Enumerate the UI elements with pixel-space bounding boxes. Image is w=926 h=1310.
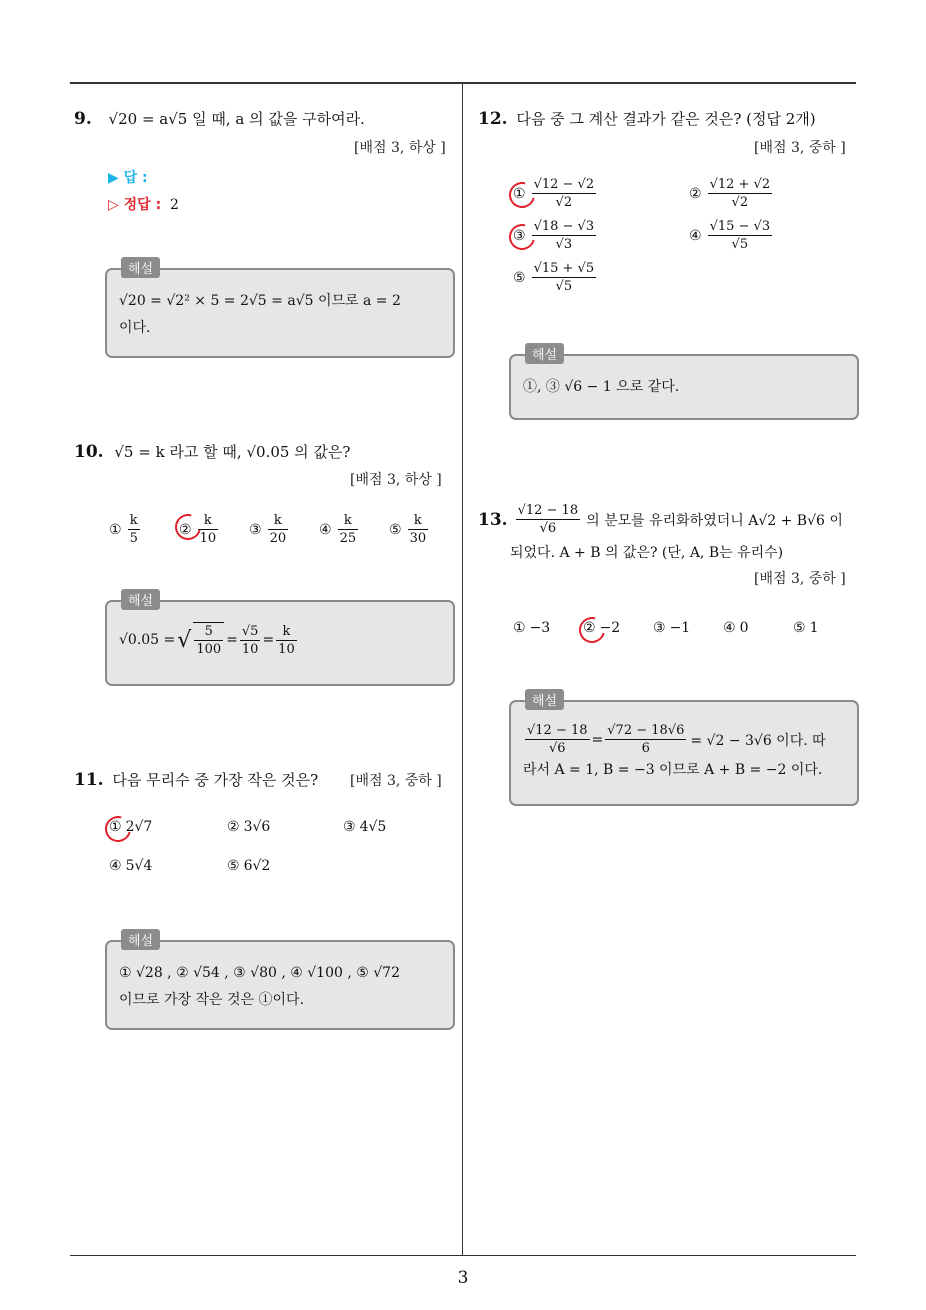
numerator: √15 − √3 <box>709 219 771 234</box>
question-text: 다음 중 그 계산 결과가 같은 것은? (정답 2개) <box>516 110 816 128</box>
q10-explanation: 해설 √0.05 = √ $\frac{5}{100}$ = $\frac{√5}{10}$ = $\frac{k}{10}$ <box>105 600 455 686</box>
choice-mark: ⑤ <box>793 620 806 636</box>
denominator: √5 <box>555 279 573 294</box>
choice-mark: ③ <box>249 521 262 538</box>
q12-explanation <box>509 348 859 420</box>
choice-mark: ④ <box>723 620 736 636</box>
choice-value: 1 <box>809 620 819 636</box>
choice-mark: ④ <box>319 521 332 538</box>
choice-fraction <box>128 512 140 547</box>
choice-mark: ③ <box>343 819 356 835</box>
q12-choice-2[interactable] <box>689 176 774 211</box>
denominator: √6 <box>548 741 566 756</box>
choice-mark: ④ <box>109 858 122 874</box>
explain-line-1: ① √28 , ② √54 , ③ √80 , ④ √100 , ⑤ √72 <box>119 965 400 981</box>
choice-mark: ② <box>583 620 596 636</box>
explain-fraction-2 <box>605 722 686 757</box>
question-text: 다음 무리수 중 가장 작은 것은? <box>112 771 319 789</box>
numerator: k <box>268 512 289 530</box>
bottom-rule <box>70 1255 856 1256</box>
choice-mark: ⑤ <box>389 521 402 538</box>
denominator: √5 <box>731 237 749 252</box>
explain-tag: 해설 <box>121 589 160 610</box>
choice-fraction <box>532 260 597 295</box>
correct-label: ▷ 정답 : <box>108 197 162 213</box>
column-divider <box>462 84 463 1256</box>
question-text-line-2: 되었다. A + B 의 값은? (단, A, B는 유리수) <box>510 545 784 561</box>
q9-explanation <box>105 262 455 358</box>
numerator: √15 + √5 <box>533 261 595 276</box>
explain-fraction-1 <box>525 722 590 757</box>
question-number: 10. <box>74 442 104 462</box>
numerator: √72 − 18√6 <box>607 723 685 738</box>
choice-mark: ② <box>227 819 240 835</box>
q10-choice-4[interactable] <box>319 512 360 547</box>
choice-mark: ① <box>109 819 122 835</box>
denominator: 10 <box>199 531 217 546</box>
answer-circle-mark <box>574 612 610 648</box>
numerator: k <box>338 512 359 530</box>
question-number: 9. <box>74 109 92 129</box>
q10-meta: [배점 3, 하상 ] <box>350 472 442 488</box>
q13-choice-4[interactable] <box>723 620 748 636</box>
choice-value: −2 <box>599 620 621 636</box>
numerator: 5 <box>194 623 223 641</box>
denominator: 100 <box>196 642 222 657</box>
explain-fraction-1 <box>193 622 224 658</box>
denominator: √2 <box>731 195 749 210</box>
choice-fraction <box>338 512 359 547</box>
choice-mark: ③ <box>513 227 526 244</box>
choice-mark: ④ <box>689 227 702 244</box>
choice-fraction <box>532 218 597 253</box>
answer-label: ▶ 답 : <box>108 170 148 186</box>
choice-value: −3 <box>529 620 551 636</box>
denominator: 30 <box>409 531 427 546</box>
choice-mark: ② <box>179 521 192 538</box>
explain-tail: = √2 − 3√6 이다. 따 <box>690 732 826 749</box>
choice-value: 4√5 <box>359 819 387 835</box>
q12-choice-5[interactable] <box>513 260 598 295</box>
q13-explanation <box>509 694 859 806</box>
numerator: √5 <box>241 623 259 639</box>
question-13 <box>478 502 863 537</box>
explain-tag: 해설 <box>525 689 564 710</box>
denominator: 20 <box>269 531 287 546</box>
denominator: √3 <box>555 237 573 252</box>
choice-fraction <box>708 176 773 211</box>
question-number: 11. <box>74 770 104 790</box>
q12-meta: [배점 3, 중하 ] <box>754 140 846 156</box>
numerator: √18 − √3 <box>533 219 595 234</box>
numerator: √12 + √2 <box>709 177 771 192</box>
choice-value: 5√4 <box>125 858 153 874</box>
denominator: 5 <box>129 531 138 546</box>
q10-choice-1[interactable] <box>109 512 142 547</box>
top-rule <box>70 82 856 84</box>
choice-value: 2√7 <box>125 819 153 835</box>
numerator: k <box>276 623 297 641</box>
choice-value: 6√2 <box>243 858 271 874</box>
q9-correct-answer <box>108 194 179 214</box>
q11-choice-2[interactable] <box>227 819 270 835</box>
explain-tag: 해설 <box>121 929 160 950</box>
q10-choice-3[interactable] <box>249 512 290 547</box>
question-text: √20 = a√5 일 때, a 의 값을 구하여라. <box>108 110 365 128</box>
numerator: k <box>198 512 219 530</box>
choice-fraction <box>532 176 597 211</box>
question-10 <box>74 441 454 462</box>
question-number: 12. <box>478 109 508 129</box>
choice-mark: ① <box>513 185 526 202</box>
explain-line-2: 이다. <box>119 320 151 336</box>
choice-fraction <box>708 218 773 253</box>
question-text-line-1: 의 분모를 유리화하였더니 A√2 + B√6 이 <box>586 512 843 529</box>
question-number: 13. <box>478 509 508 530</box>
explain-fraction-2 <box>240 623 261 658</box>
choice-value: −1 <box>669 620 691 636</box>
explain-tag: 해설 <box>121 257 160 278</box>
denominator: √6 <box>539 521 557 536</box>
choice-mark: ⑤ <box>513 269 526 286</box>
question-fraction <box>516 502 581 537</box>
page-number: 3 <box>457 1268 469 1288</box>
q9-meta: [배점 3, 하상 ] <box>354 140 446 156</box>
choice-mark: ① <box>513 620 526 636</box>
explain-line-1: ①, ③ √6 − 1 으로 같다. <box>523 379 680 395</box>
explain-line-2: 라서 A = 1, B = −3 이므로 A + B = −2 이다. <box>523 762 823 778</box>
choice-fraction <box>268 512 289 547</box>
q9-answer-field[interactable] <box>108 167 148 187</box>
explain-line-2: 이므로 가장 작은 것은 ①이다. <box>119 992 305 1008</box>
q12-choice-4[interactable] <box>689 218 774 253</box>
question-9 <box>74 108 454 129</box>
sqrt-icon: √ <box>177 627 192 653</box>
numerator: √12 − 18 <box>517 503 579 518</box>
choice-mark: ③ <box>653 620 666 636</box>
choice-mark: ⑤ <box>227 858 240 874</box>
answer-circle-mark <box>100 811 136 847</box>
correct-value: 2 <box>169 197 179 213</box>
explain-lhs: √0.05 = <box>119 632 176 648</box>
q11-choice-4[interactable] <box>109 858 152 874</box>
denominator: 10 <box>278 641 295 657</box>
explain-fraction-3 <box>276 623 297 658</box>
denominator: 10 <box>241 641 259 657</box>
explain-line-1: √20 = √2² × 5 = 2√5 = a√5 이므로 a = 2 <box>119 293 401 309</box>
choice-value: 3√6 <box>243 819 271 835</box>
denominator: √2 <box>555 195 573 210</box>
q13-meta: [배점 3, 중하 ] <box>754 571 846 587</box>
choice-mark: ② <box>689 185 702 202</box>
q13-choice-3[interactable] <box>653 620 690 636</box>
question-12 <box>478 108 858 129</box>
choice-mark: ① <box>109 521 122 538</box>
q13-choice-1[interactable] <box>513 620 550 636</box>
choice-fraction <box>408 512 429 547</box>
explain-line-1: $\frac{√12 - 18}{√6}$ = $\frac{√72 - 18√6}{6}$ = √2 − 3√6 이다. 따 <box>527 723 826 756</box>
q10-choice-5[interactable] <box>389 512 430 547</box>
question-11 <box>74 769 334 790</box>
numerator: k <box>128 512 140 530</box>
numerator: √12 − 18 <box>527 723 588 738</box>
q11-explanation <box>105 934 455 1030</box>
numerator: √12 − √2 <box>533 177 595 192</box>
q11-choice-5[interactable] <box>227 858 270 874</box>
question-text: √5 = k 라고 할 때, √0.05 의 값은? <box>114 443 351 461</box>
q13-choice-5[interactable] <box>793 620 818 636</box>
denominator: 6 <box>641 741 650 756</box>
q11-meta: [배점 3, 중하 ] <box>350 773 442 789</box>
numerator: k <box>408 512 429 530</box>
choice-value: 0 <box>739 620 749 636</box>
denominator: 25 <box>339 531 357 546</box>
explain-tag: 해설 <box>525 343 564 364</box>
q11-choice-3[interactable] <box>343 819 386 835</box>
